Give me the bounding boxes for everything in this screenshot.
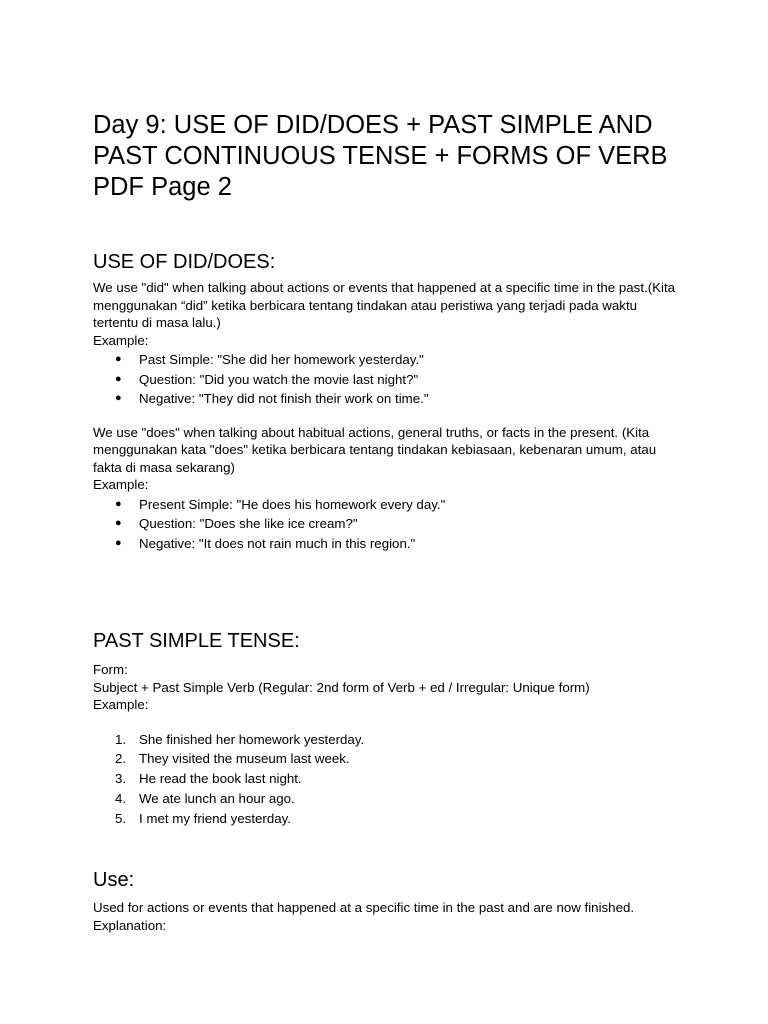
past-simple-form <box>93 661 683 714</box>
use-description <box>93 899 683 934</box>
list-number: 3. <box>115 771 127 787</box>
does-description <box>93 424 683 494</box>
use-text: Used for actions or events that happened at a specific time in the past and are now finished. <box>93 900 635 916</box>
list-number: 1. <box>115 731 127 747</box>
bullet-icon: ● <box>115 392 122 404</box>
does-text: We use "does" when talking about habitual actions, general truths, or facts in the present. (Kita menggunakan kata "does" ketika berbicara tentang tindakan kebiasaan, kebenaran umum, atau fakta di masa sekarang) <box>93 424 657 475</box>
list-item: 4. We ate lunch an hour ago. <box>93 789 683 809</box>
bullet-icon: ● <box>115 517 122 529</box>
section-heading-did-does: USE OF DID/DOES: <box>93 251 276 273</box>
list-item: ● Question: "Does she like ice cream?" <box>93 514 683 534</box>
bullet-icon: ● <box>115 372 122 385</box>
did-text: We use "did" when talking about actions or events that happened at a specific time in the past.(Kita menggunakan “did” ketika berbicara tentang tindakan atau peristiwa yang terjadi pada waktu tertentu di masa lalu.) <box>93 280 676 330</box>
does-example-label: Example: <box>93 477 149 492</box>
bullet-icon: ● <box>115 497 122 510</box>
does-example-list <box>93 495 683 554</box>
section-heading-past-simple: PAST SIMPLE TENSE: <box>93 630 300 652</box>
form-label: Form: <box>93 662 128 677</box>
bullet-icon: ● <box>115 536 122 549</box>
example-label: Example: <box>93 697 149 712</box>
list-item: 2. They visited the museum last week. <box>93 749 683 769</box>
explanation-label: Explanation: <box>93 917 167 933</box>
list-item: 5. I met my friend yesterday. <box>93 809 683 829</box>
list-item: 1. She finished her homework yesterday. <box>93 730 683 750</box>
section-heading-use: Use: <box>93 869 135 892</box>
did-example-label: Example: <box>93 332 149 348</box>
list-item: ● Negative: "It does not rain much in this region." <box>93 534 683 554</box>
list-number: 5. <box>115 810 127 826</box>
list-number: 2. <box>115 751 127 767</box>
past-simple-example-list <box>93 730 683 829</box>
form-text: Subject + Past Simple Verb (Regular: 2nd form of Verb + ed / Irregular: Unique form) <box>93 679 590 695</box>
did-description <box>93 279 683 349</box>
list-item: ● Past Simple: "She did her homework yesterday." <box>93 350 683 370</box>
list-item: 3. He read the book last night. <box>93 769 683 789</box>
did-example-list <box>93 350 683 409</box>
document-page <box>93 110 683 934</box>
list-item: ● Negative: "They did not finish their work on time." <box>93 389 683 409</box>
list-item: ● Present Simple: "He does his homework every day." <box>93 495 683 515</box>
list-number: 4. <box>115 790 127 806</box>
list-item: ● Question: "Did you watch the movie last night?" <box>93 370 683 390</box>
bullet-icon: ● <box>115 353 122 365</box>
page-title: Day 9: USE OF DID/DOES + PAST SIMPLE AND PAST CONTINUOUS TENSE + FORMS OF VERB PDF Page 2 <box>93 111 668 201</box>
